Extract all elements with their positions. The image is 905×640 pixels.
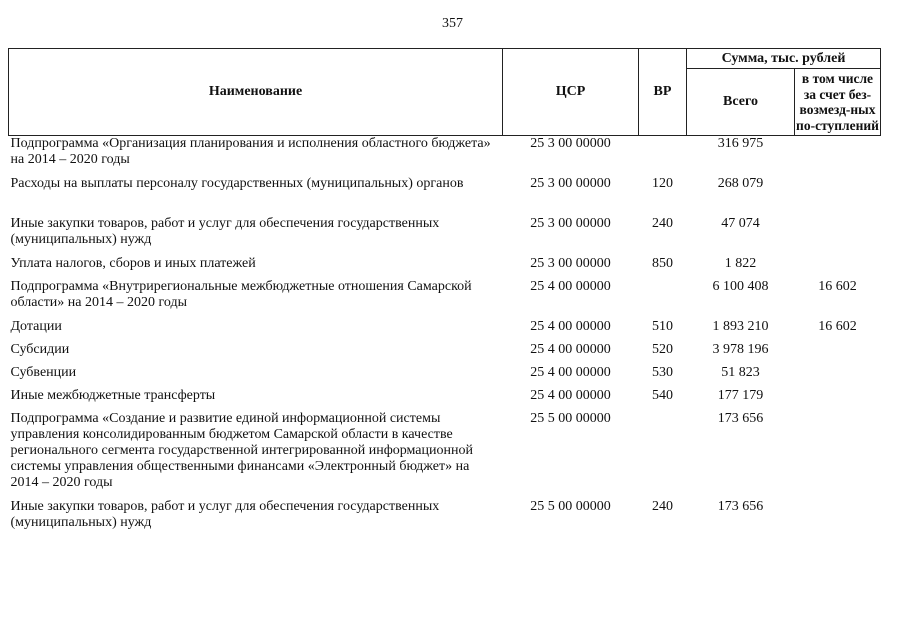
cell-free [795, 176, 881, 216]
cell-free [795, 256, 881, 279]
cell-total: 47 074 [721, 216, 760, 231]
cell-total: 268 079 [717, 176, 764, 191]
budget-table [8, 48, 881, 539]
table-row [9, 499, 881, 539]
header-csr: ЦСР [503, 49, 639, 136]
cell-total: 3 978 196 [712, 342, 769, 357]
cell-vr [639, 136, 687, 177]
cell-total: 6 100 408 [712, 279, 769, 294]
cell-name: Субвенции [10, 365, 77, 380]
cell-vr [639, 411, 687, 499]
table-row [9, 342, 881, 365]
cell-free [795, 365, 881, 388]
table-header [9, 49, 881, 136]
cell-vr: 240 [652, 216, 673, 231]
cell-free [795, 342, 881, 365]
cell-csr: 25 4 00 00000 [530, 279, 611, 294]
page-number: 357 [442, 16, 463, 31]
cell-name: Иные закупки товаров, работ и услуг для обеспечения государственных (муниципальных) нужд [10, 216, 440, 247]
cell-free [795, 499, 881, 539]
table-row [9, 319, 881, 342]
table-row [9, 216, 881, 256]
cell-total: 173 656 [717, 499, 764, 514]
cell-csr: 25 3 00 00000 [530, 216, 611, 231]
cell-total: 1 893 210 [712, 319, 769, 334]
table-row [9, 365, 881, 388]
cell-vr: 520 [652, 342, 673, 357]
cell-name: Иные закупки товаров, работ и услуг для обеспечения государственных (муниципальных) нужд [10, 499, 440, 530]
header-name: Наименование [9, 49, 503, 136]
cell-name: Дотации [10, 319, 62, 334]
header-vr: ВР [639, 49, 687, 136]
cell-vr: 540 [652, 388, 673, 403]
cell-free [795, 216, 881, 256]
table-row [9, 411, 881, 499]
cell-name: Подпрограмма «Внутрирегиональные межбюджетные отношения Самарской области» на 2014 – 2020 годы [10, 279, 472, 310]
header-free: в том числе за счет без-возмезд-ных по-ступлений [795, 69, 881, 136]
cell-csr: 25 4 00 00000 [530, 319, 611, 334]
cell-vr [639, 279, 687, 319]
cell-free [795, 136, 881, 177]
cell-vr: 530 [652, 365, 673, 380]
cell-total: 1 822 [724, 256, 757, 271]
table-row [9, 388, 881, 411]
cell-name: Подпрограмма «Организация планирования и исполнения областного бюджета» на 2014 – 2020 годы [10, 136, 491, 167]
cell-total: 316 975 [717, 136, 764, 151]
cell-vr: 510 [652, 319, 673, 334]
cell-name: Субсидии [10, 342, 70, 357]
cell-csr: 25 3 00 00000 [530, 136, 611, 151]
header-total: Всего [687, 69, 795, 136]
table-row [9, 136, 881, 177]
cell-csr: 25 5 00 00000 [530, 411, 611, 426]
cell-csr: 25 3 00 00000 [530, 176, 611, 191]
cell-free [795, 388, 881, 411]
table-row [9, 176, 881, 216]
cell-total: 51 823 [721, 365, 760, 380]
cell-vr: 240 [652, 499, 673, 514]
cell-name: Уплата налогов, сборов и иных платежей [10, 256, 256, 271]
cell-vr: 850 [652, 256, 673, 271]
cell-csr: 25 5 00 00000 [530, 499, 611, 514]
cell-name: Расходы на выплаты персоналу государственных (муниципальных) органов [10, 176, 464, 191]
cell-csr: 25 4 00 00000 [530, 388, 611, 403]
cell-vr: 120 [652, 176, 673, 191]
cell-total: 177 179 [717, 388, 764, 403]
table-row [9, 256, 881, 279]
cell-csr: 25 3 00 00000 [530, 256, 611, 271]
cell-csr: 25 4 00 00000 [530, 365, 611, 380]
cell-csr: 25 4 00 00000 [530, 342, 611, 357]
cell-total: 173 656 [717, 411, 764, 426]
table-body [9, 136, 881, 540]
cell-name: Иные межбюджетные трансферты [10, 388, 216, 403]
header-sum: Сумма, тыс. рублей [687, 49, 881, 69]
cell-free: 16 602 [818, 319, 857, 334]
cell-free [795, 411, 881, 499]
cell-free: 16 602 [818, 279, 857, 294]
cell-name: Подпрограмма «Создание и развитие единой информационной системы управления консолидированным бюджетом Самарской области в качестве регионального сегмента государственной интегрированной информационной системы управления общественными финансами «Электронный бюджет» на 2014 – 2020 годы [10, 411, 473, 490]
table-row [9, 279, 881, 319]
